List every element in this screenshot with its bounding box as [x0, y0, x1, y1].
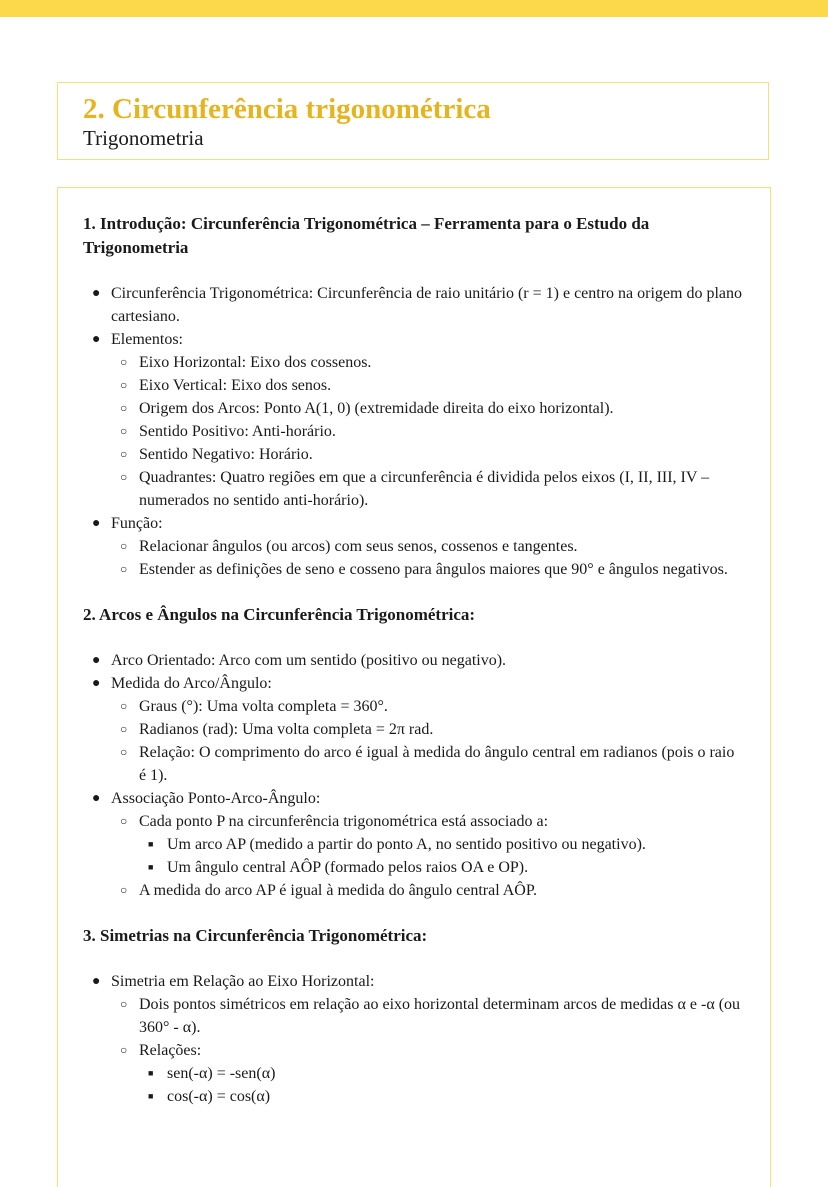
page-title: 2. Circunferência trigonométrica [83, 93, 491, 125]
list-item: ● Arco Orientado: Arco com um sentido (positivo ou negativo). [92, 652, 507, 669]
list-item: ● Circunferência Trigonométrica: Circunferência de raio unitário (r = 1) e centro na origem do plano cartesiano. [92, 285, 743, 325]
list-item: ■ Um ângulo central AÔP (formado pelos raios OA e OP). [148, 859, 529, 876]
list-item: ○ Eixo Vertical: Eixo dos senos. [120, 377, 332, 394]
list-item: ○ Relacionar ângulos (ou arcos) com seus senos, cossenos e tangentes. [120, 538, 578, 555]
page-subtitle: Trigonometria [83, 126, 204, 150]
section-3-list [83, 970, 745, 1108]
content-box [57, 187, 771, 1187]
list-item: ● Medida do Arco/Ângulo: ○ Graus (°): Uma volta completa = 360°. ○ Radianos (rad): Uma volta completa = 2π rad. ○ Relação: O comprimento do arco é igual à medida do ângulo central em radianos (pois o raio é 1). [83, 672, 745, 787]
list-item: ■ cos(-α) = cos(α) [148, 1088, 271, 1105]
list-item: ○ Relações: ■ sen(-α) = -sen(α) ■ cos(-α) = cos(α) [111, 1039, 745, 1108]
list-item: ○ Sentido Positivo: Anti-horário. [120, 423, 336, 440]
section-title-arcos-angulos: 2. Arcos e Ângulos na Circunferência Trigonométrica: [83, 605, 476, 624]
list-item: ○ Eixo Horizontal: Eixo dos cossenos. [120, 354, 372, 371]
list-item: ● Associação Ponto-Arco-Ângulo: ○ Cada ponto P na circunferência trigonométrica está associado a: ■ Um arco AP (medido a partir do ponto A, no sentido positivo ou negativo). ■ Um ângulo central AÔP (formado pelos raios OA e OP). ○ A medida do arco AP é igual à medida do ângulo central AÔP. [83, 787, 745, 902]
list-item: ○ Cada ponto P na circunferência trigonométrica está associado a: ■ Um arco AP (medido a partir do ponto A, no sentido positivo ou negativo). ■ Um ângulo central AÔP (formado pelos raios OA e OP). [111, 810, 745, 879]
list-item: ○ Radianos (rad): Uma volta completa = 2π rad. [120, 721, 434, 738]
list-item: ● Função: ○ Relacionar ângulos (ou arcos) com seus senos, cossenos e tangentes. ○ Estender as definições de seno e cosseno para ângulos maiores que 90° e ângulos negativos. [83, 512, 745, 581]
list-item: ○ Graus (°): Uma volta completa = 360°. [120, 698, 388, 715]
top-accent-bar [0, 0, 828, 17]
list-item: ○ Sentido Negativo: Horário. [120, 446, 313, 463]
list-item: ○ A medida do arco AP é igual à medida do ângulo central AÔP. [120, 882, 537, 899]
section-title-introducao: 1. Introdução: Circunferência Trigonométrica – Ferramenta para o Estudo da Trigonometria [83, 214, 650, 257]
list-item: ■ Um arco AP (medido a partir do ponto A, no sentido positivo ou negativo). [148, 836, 646, 853]
list-item: ○ Quadrantes: Quatro regiões em que a circunferência é dividida pelos eixos (I, II, III, IV – numerados no sentido anti-horário). [120, 469, 710, 509]
list-item: ● Elementos: ○ Eixo Horizontal: Eixo dos cossenos. ○ Eixo Vertical: Eixo dos senos. ○ Origem dos Arcos: Ponto A(1, 0) (extremidade direita do eixo horizontal). ○ Sentido Positivo: Anti-horário. ○ Sentido Negativo: Horário. ○ Quadrantes: Quatro regiões em que a circunferência é dividida pelos eixos (I, II, III, IV – numerados no sentido anti-horário). [83, 328, 745, 512]
section-title-simetrias: 3. Simetrias na Circunferência Trigonométrica: [83, 926, 428, 945]
section-1-list [83, 282, 745, 581]
section-2-list [83, 649, 745, 902]
title-box [57, 82, 769, 160]
list-item: ● Simetria em Relação ao Eixo Horizontal: ○ Dois pontos simétricos em relação ao eixo horizontal determinam arcos de medidas α e -α (ou 360° - α). ○ Relações: ■ sen(-α) = -sen(α) ■ cos(-α) = cos(α) [83, 970, 745, 1108]
list-item: ○ Origem dos Arcos: Ponto A(1, 0) (extremidade direita do eixo horizontal). [120, 400, 614, 417]
list-item: ■ sen(-α) = -sen(α) [148, 1065, 276, 1082]
list-item: ○ Relação: O comprimento do arco é igual à medida do ângulo central em radianos (pois o raio é 1). [120, 744, 735, 784]
list-item: ○ Dois pontos simétricos em relação ao eixo horizontal determinam arcos de medidas α e -α (ou 360° - α). [120, 996, 741, 1036]
list-item: ○ Estender as definições de seno e cosseno para ângulos maiores que 90° e ângulos negativos. [120, 561, 728, 578]
